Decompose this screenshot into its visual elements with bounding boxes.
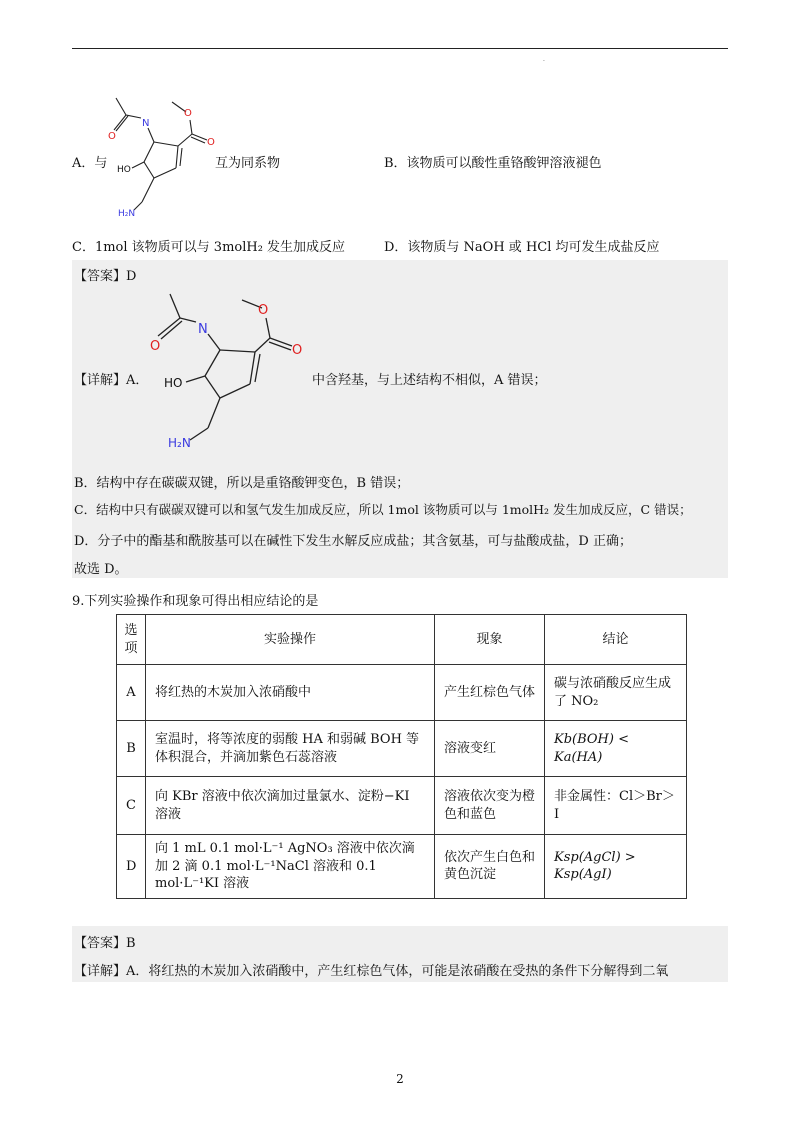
svg-text:H₂N: H₂N	[118, 209, 136, 219]
table-row	[117, 721, 687, 777]
svg-text:O: O	[292, 343, 303, 358]
detail-b: B．结构中存在碳碳双键，所以是重铬酸钾变色，B 错误；	[74, 476, 410, 491]
option-d: D．该物质与 NaOH 或 HCl 均可发生成盐反应	[384, 240, 660, 255]
svg-text:N: N	[198, 322, 208, 337]
question-9-stem: 9.下列实验操作和现象可得出相应结论的是	[72, 594, 319, 609]
row-operation: 向 KBr 溶液中依次滴加过量氯水、淀粉−KI 溶液	[146, 777, 435, 835]
conclusion-q8: 故选 D。	[74, 562, 128, 577]
page-number: 2	[396, 1072, 404, 1086]
experiment-table	[116, 614, 687, 899]
svg-text:HO: HO	[117, 165, 131, 175]
table-header-row	[117, 615, 687, 665]
detail-d: D．分子中的酯基和酰胺基可以在碱性下发生水解反应成盐；其含氨基，可与盐酸成盐，D 正确；	[74, 534, 632, 549]
header-conclusion: 结论	[545, 615, 687, 665]
table-row	[117, 835, 687, 899]
detail-a-prefix: 【详解】A．	[74, 373, 149, 388]
row-phenomenon: 溶液依次变为橙色和蓝色	[435, 777, 545, 835]
svg-text:O: O	[150, 339, 161, 354]
svg-text:O: O	[258, 303, 269, 318]
svg-text:O: O	[108, 131, 116, 142]
table-row	[117, 777, 687, 835]
header-mark: ·	[543, 58, 545, 65]
detail-q9-start: 【详解】A．将红热的木炭加入浓硝酸中，产生红棕色气体，可能是浓硝酸在受热的条件下分解得到二氧	[74, 964, 669, 979]
svg-text:O: O	[184, 108, 192, 119]
detail-a-suffix: 中含羟基，与上述结构不相似，A 错误；	[312, 373, 547, 388]
row-conclusion: 碳与浓硝酸反应生成了 NO₂	[545, 665, 687, 721]
svg-text:H₂N: H₂N	[168, 436, 191, 450]
row-option: D	[117, 835, 146, 899]
answer-q9: 【答案】B	[74, 936, 136, 951]
row-option: A	[117, 665, 146, 721]
header-option: 选项	[117, 615, 146, 665]
row-conclusion: 非金属性：Cl＞Br＞I	[545, 777, 687, 835]
row-phenomenon: 产生红棕色气体	[435, 665, 545, 721]
row-operation: 向 1 mL 0.1 mol·L⁻¹ AgNO₃ 溶液中依次滴加 2 滴 0.1 mol·L⁻¹NaCl 溶液和 0.1 mol·L⁻¹KI 溶液	[146, 835, 435, 899]
table-row	[117, 665, 687, 721]
detail-c: C．结构中只有碳碳双键可以和氢气发生加成反应，所以 1mol 该物质可以与 1molH₂ 发生加成反应，C 错误；	[74, 502, 692, 517]
svg-text:O: O	[207, 137, 215, 148]
header-rule	[72, 48, 728, 49]
header-phenomenon: 现象	[435, 615, 545, 665]
header-operation: 实验操作	[146, 615, 435, 665]
row-conclusion: Ksp(AgCl) > Ksp(AgI)	[545, 835, 687, 899]
row-option: B	[117, 721, 146, 777]
row-option: C	[117, 777, 146, 835]
row-phenomenon: 溶液变红	[435, 721, 545, 777]
answer-q8: 【答案】D	[74, 269, 137, 284]
option-b: B．该物质可以酸性重铬酸钾溶液褪色	[384, 156, 602, 171]
option-c: C．1mol 该物质可以与 3molH₂ 发生加成反应	[72, 240, 346, 255]
row-operation: 室温时，将等浓度的弱酸 HA 和弱碱 BOH 等体积混合，并滴加紫色石蕊溶液	[146, 721, 435, 777]
svg-text:N: N	[142, 118, 150, 129]
row-phenomenon: 依次产生白色和黄色沉淀	[435, 835, 545, 899]
option-a-prefix: A．与	[72, 156, 108, 171]
option-a-suffix: 互为同系物	[215, 156, 281, 171]
row-operation: 将红热的木炭加入浓硝酸中	[146, 665, 435, 721]
row-conclusion: Kb(BOH) < Ka(HA)	[545, 721, 687, 777]
svg-text:HO: HO	[164, 376, 183, 390]
molecule-structure-large	[150, 290, 315, 460]
